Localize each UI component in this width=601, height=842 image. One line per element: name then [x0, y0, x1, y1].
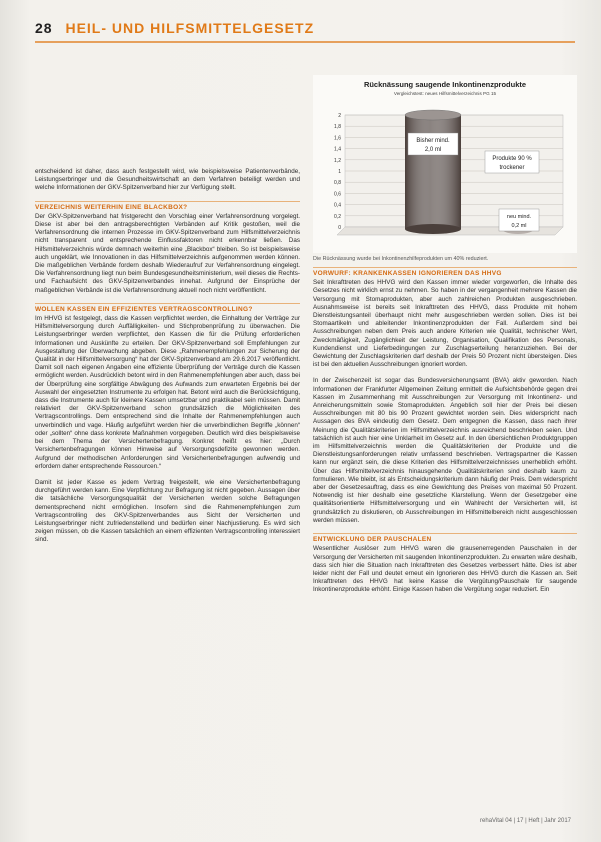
bar-shading-1	[405, 115, 461, 229]
left-column	[35, 168, 300, 553]
y-tick-label: 0,6	[334, 191, 341, 198]
intro-paragraph: entscheidend ist daher, dass auch festgestellt wird, wie beispielsweise Patientenverbände, Leistungserbringer und die Gesundheitswirtschaft an dem Verfahren beteiligt werden und welche Informationen der GKV-Spitzenverband hier zur Verfügung stellt.	[35, 168, 300, 192]
annotation-line2: trockener	[499, 165, 525, 171]
blackbox-paragraph: Der GKV-Spitzenverband hat fristgerecht den Vorschlag einer Verfahrensordnung vorgelegt. Diese ist aber bei den antragsberechtigten Verbänden auf Kritik gestoßen, weil die Verfahrensordnung die internen Prozesse im GKV-Spitzenverband zum Hilfsmittelverzeichnis nicht transparent und entsprechende Einflussfaktoren nicht erkennbar ließen. Das Hilfsmittelverzeichnis würde demnach weiterhin eine „Blackbox“ bleiben. So ist beispielsweise auch ungeklärt, wie Innovationen in das Hilfsmittelverzeichnis aufgenommen werden können. Die maßgeblichen Verbände fordern deshalb Wiederaufruf zur Verfahrensordnung eingelegt. Die Verfahrensordnung liegt nun beim Bundesgesundheitsministerium, weil dieses die Rechts- und Fachaufsicht des GKV-Spitzenverbandes innehat. Aufgrund der Einsprüche der maßgeblichen Verbände ist die Verfahrensordnung aktuell noch nicht veröffentlicht.	[35, 212, 300, 294]
header-rule	[35, 41, 575, 43]
ignore-paragraph-2: In der Zwischenzeit ist sogar das Bundesversicherungsamt (BVA) aktiv geworden. Nach Informationen der Frankfurter Allgemeinen Zeitung ermittelt die Aufsichtsbehörde gegen drei Kassen im Zusammenhang mit Ausschreibungen zur Versorgung mit Inkontinenz- und Anreicherungsmitteln sowie Stomaprodukten. Angeblich soll hier der Preis bei diesen Ausschreibungen mit 80 bis 90 Prozent gewichtet worden sein. Dies widerspricht nach Aussagen des BVA eindeutig dem Gesetz. Dem entgegnen die Kassen, dass nach ihrer Meinung die Qualitätskriterien im Hilfsmittelverzeichnis ausreichend beschrieben seien. Und tatsächlich ist auch hier eine Unklarheit im Gesetz auf. In den übersichtlichen Produktgruppen im Hilfsmittelverzeichnis werden die Qualitätskriterien der Produkte und die Dienstleistungsanforderungen relativ umfassend beschrieben. Vertragspartner die Kassen kann nur ergänzt sein, die diese Kriterien des Hilfsmittelverzeichnisses unerheblich erhöht. Über das Hilfsmittelverzeichnis hinausgehende Qualitätskriterien sind deshalb kaum zu formulieren. Wie bleibt, ist als Entscheidungskriterium dann häufig der Preis. Dem widerspricht aber der Gesetzesauftrag, dass es eine Gewichtung des Preises von maximal 50 Prozent. Notwendig ist hier deshalb eine gesetzliche Klarstellung. Wenn der Gesetzgeber eine qualitätsorientierte Hilfsmittelversorgung und ein Wahlrecht der Versicherten will, ist grundsätzlich zu diskutieren, ob Ausschreibungen im Hilfsmittelbereich nicht ausgeschlossen werden müssen.	[313, 377, 577, 524]
page-footer: rehaVital 04 | 17 | Heft | Jahr 2017	[480, 818, 571, 824]
chart-subtitle: Vergleichstest: neues Hilfsmittelverzeichnis PG 15	[393, 91, 497, 96]
y-tick-label: 1,4	[334, 146, 341, 153]
controlling-paragraph: Im HHVG ist festgelegt, dass die Kassen verpflichtet werden, die Einhaltung der Verträge zur Hilfsmittelversorgung durch Auffälligkeiten- und Stichprobenprüfung zu überwachen. Die Leistungserbringer werden verpflichtet, den Kassen die für die Prüfung erforderlichen Informationen und Auskünfte zu erteilen. Der GKV-Spitzenverband soll Empfehlungen zur Ausgestaltung der Überwachung abgeben. Diese „Rahmenempfehlungen zur Sicherung der Qualität in der Hilfsmittelversorgung“ hat der GKV-Spitzenverband am 29.6.2017 veröffentlicht. Damit soll nach eigenen Angaben eine effiziente Überprüfung der Verträge durch die Kassen ermöglicht werden. Ausdrücklich betont wird in den Rahmenempfehlungen aber auch, dass bei der Überprüfung eine sorgfältige Abwägung des Aufwands zum erwarteten Ergebnis bei der Auswahl der eingesetzten Instrumente zu erfolgen hat. Betont wird auch die Berücksichtigung, dass die Instrumente auch für kleinere Kassen umsetzbar und praktikabel sein müssen. Damit relativiert der GKV-Spitzenverband schon grundsätzlich die Möglichkeiten des Vertragscontrollings. Dem entsprechend sind die Inhalte der Rahmenempfehlungen auch unverbindlich und vage. Häufig aufgeführt werden hier die unverbindlichen Begriffe „können“ oder „sollten“ ohne dass konkrete Maßnahmen vorgegeben. Deutlich wird dies beispielsweise bei dem Thema der Versichertenbefragung. Konkret heißt es hier: „Durch Versichertenbefragungen können Hinweise auf Versorgungsdefizite gewonnen werden. Aufgrund der methodischen Anforderungen sind Versichertenbefragungen aufwendig und erfordern daher entsprechende Ressourcen.“	[35, 315, 300, 470]
section-title: HEIL- UND HILFSMITTELGESETZ	[65, 20, 315, 36]
y-tick-label: 0,8	[334, 180, 341, 187]
chart-box	[313, 75, 577, 253]
value-label-1-line1: Bisher mind.	[416, 138, 450, 144]
bar-base-1	[405, 224, 461, 234]
y-tick-label: 1,6	[334, 135, 341, 142]
annotation-line1: Produkte 90 %	[492, 156, 532, 162]
bar-top-1	[405, 110, 461, 120]
pauschalen-paragraph: Wesentlicher Auslöser zum HHVG waren die grausenerregenden Pauschalen in der Versorgung der Versicherten mit saugenden Inkontinenzprodukten. Zu erwarten wäre deshalb, dass sich hier die Situation nach Inkrafttreten des Gesetzes verbessert hätte. Dies ist aber leider nicht der Fall und deutet erneut ein Ignorieren des HHVG durch die Kassen an. Seit Inkrafttreten des HHVG hat keine Kasse die Vergütung/Pauschale für saugende Inkontinenzprodukte erhöht. Einige Kassen haben die Vergütung sogar reduziert. Ein	[313, 545, 577, 594]
y-tick-label: 2	[338, 113, 341, 119]
value-label-1-line2: 2,0 ml	[424, 147, 442, 153]
chart-title: Rücknässung saugende Inkontinenzprodukte	[363, 80, 527, 89]
page-number: 28	[35, 20, 53, 36]
y-tick-label: 0,4	[334, 202, 341, 209]
section-heading-ignore: VORWURF: KRANKENKASSEN IGNORIEREN DAS HHVG	[313, 267, 577, 278]
chart-caption: Die Rücknässung wurde bei Inkontinenzhilfeprodukten um 40% reduziert.	[313, 256, 489, 262]
ignore-paragraph: Seit Inkrafttreten des HHVG wird den Kassen immer wieder vorgeworfen, die Inhalte des Gesetzes nicht wirklich ernst zu nehmen. So haben in der vergangenheit mehrere Kassen die Versorgung mit Stomaprodukten, aber auch zahlreichen Produkten ausgeschrieben. Ausnahmsweise ist bereits seit Inkrafttreten des HHVG, dass Produkte mit hohem Dienstleistungsanteil überhaupt nicht mehr ausgeschrieben werden sollen. Dies ist bei Stomaartikeln und ableitender Inkontinenzprodukten der Fall. Außerdem sind bei Ausschreibungen neben dem Preis auch andere Kriterien wie Qualität, technischer Wert, Zweckmäßigkeit, Zugänglichkeit der Leistung, Organisation, Qualifikation des Personals, Kundendienst und Lieferbedingungen zur Zuschlagserteilung heranzuziehen. Bei der Gewichtung der Zuschlagskriterien darf deshalb der Preis 50 Prozent nicht übersteigen. Dies ist bei den aktuellen Ausschreibungen ignoriert worden.	[313, 279, 577, 369]
value-label-2-line2: 0,2 ml	[511, 223, 527, 229]
y-tick-label: 0,2	[334, 213, 341, 220]
bar-chart	[313, 75, 577, 253]
section-heading-blackbox: VERZEICHNIS WEITERHIN EINE BLACKBOX?	[35, 201, 300, 212]
y-tick-label: 1,8	[334, 124, 341, 131]
right-column	[313, 267, 577, 603]
y-tick-label: 1	[338, 169, 341, 175]
y-tick-label: 1,2	[334, 157, 341, 164]
value-label-2-line1: neu mind.	[506, 214, 532, 220]
page-header	[35, 20, 314, 36]
section-heading-controlling: WOLLEN KASSEN EIN EFFIZIENTES VERTRAGSCONTROLLING?	[35, 303, 300, 314]
y-tick-label: 0	[338, 225, 341, 231]
section-heading-pauschalen: ENTWICKLUNG DER PAUSCHALEN	[313, 533, 577, 544]
controlling-paragraph-2: Damit ist jeder Kasse es jedem Vertrag freigestellt, wie eine Versichertenbefragung durchgeführt werden kann. Eine Verpflichtung zur Befragung ist nicht gegeben. Aussagen über die tatsächliche Versorgungsqualität der Versicherten werden solche Befragungen dementsprechend nicht ermöglichen. Insofern sind die Rahmenempfehlungen zum Vertragscontrolling des GKV-Spitzenverbandes aus Sicht der Versicherten und Leistungserbringer nicht zufriedenstellend und bedürfen einer Nachjustierung. Es wird sich zeigen müssen, ob die Kassen tatsächlich an einem effizienten Vertragscontrolling interessiert sind.	[35, 478, 300, 544]
